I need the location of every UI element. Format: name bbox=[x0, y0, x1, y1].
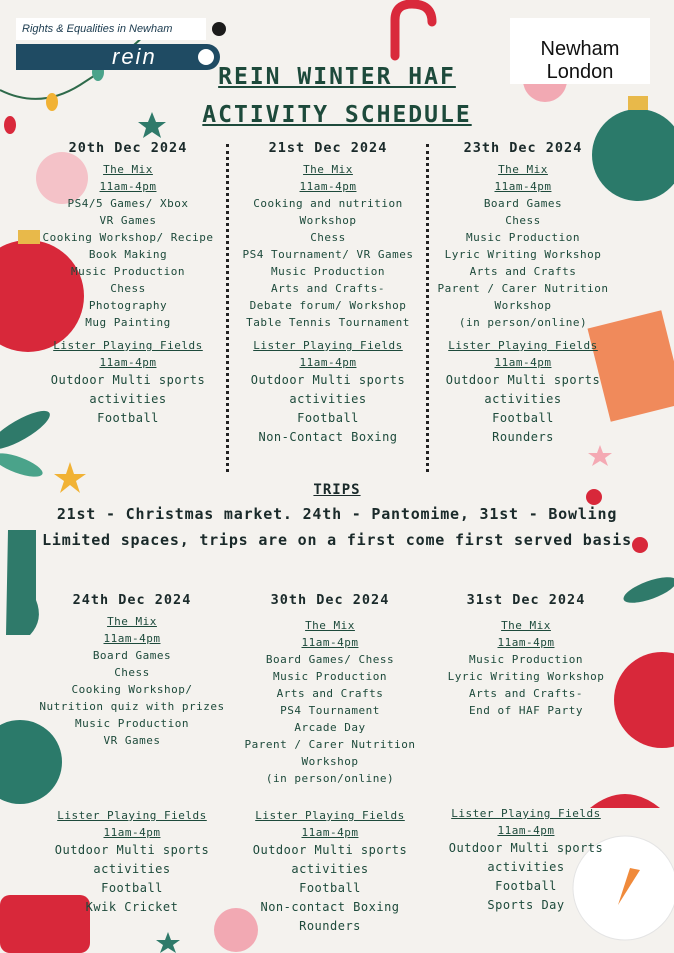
activity-item: Outdoor Multi sports bbox=[54, 843, 210, 857]
activity-item: activities bbox=[289, 392, 367, 406]
activity-item: Non-Contact Boxing bbox=[258, 430, 398, 444]
activity-item: Chess bbox=[505, 214, 541, 227]
venue-name: The Mix bbox=[303, 163, 353, 176]
activity-item: VR Games bbox=[99, 214, 157, 227]
session-time: 11am-4pm bbox=[497, 824, 555, 837]
activity-item: Arts and Crafts bbox=[469, 265, 577, 278]
activity-item: Chess bbox=[110, 282, 146, 295]
activity-item: Chess bbox=[310, 231, 346, 244]
activity-item: Board Games bbox=[92, 649, 172, 662]
activity-item: Board Games bbox=[483, 197, 563, 210]
rein-tagline: Rights & Equalities in Newham bbox=[16, 18, 206, 40]
day-date: 31st Dec 2024 bbox=[466, 592, 586, 608]
activity-item: Non-contact Boxing bbox=[260, 900, 400, 914]
activity-item: Lyric Writing Workshop bbox=[447, 670, 605, 683]
session-time: 11am-4pm bbox=[494, 356, 552, 369]
day-date: 23th Dec 2024 bbox=[463, 140, 583, 156]
activity-item: Board Games/ Chess bbox=[265, 653, 395, 666]
day-column bbox=[430, 140, 616, 447]
activity-item: Workshop bbox=[494, 299, 552, 312]
activity-item: activities bbox=[487, 860, 565, 874]
activity-item: Football bbox=[299, 881, 361, 895]
activity-item: Outdoor Multi sports bbox=[445, 373, 601, 387]
activity-item: Music Production bbox=[71, 265, 185, 278]
newham-logo-text: Newham London bbox=[540, 38, 620, 83]
activity-item: Football bbox=[297, 411, 359, 425]
activity-item: Football bbox=[492, 411, 554, 425]
session-time: 11am-4pm bbox=[103, 826, 161, 839]
activity-item: Arts and Crafts- bbox=[271, 282, 385, 295]
activity-item: activities bbox=[484, 392, 562, 406]
activity-item: Football bbox=[101, 881, 163, 895]
activity-item: Kwik Cricket bbox=[85, 900, 179, 914]
column-divider bbox=[426, 144, 429, 472]
activity-item: activities bbox=[93, 862, 171, 876]
session-time: 11am-4pm bbox=[299, 356, 357, 369]
activity-item: Rounders bbox=[492, 430, 554, 444]
activity-item: activities bbox=[291, 862, 369, 876]
day-date: 21st Dec 2024 bbox=[268, 140, 388, 156]
activity-item: activities bbox=[89, 392, 167, 406]
activity-item: Cooking Workshop/ Recipe bbox=[42, 231, 214, 244]
activity-item: Mug Painting bbox=[85, 316, 171, 329]
venue-name: The Mix bbox=[103, 163, 153, 176]
session-time: 11am-4pm bbox=[103, 632, 161, 645]
activity-item: Parent / Carer Nutrition bbox=[437, 282, 609, 295]
activity-item: PS4 Tournament/ VR Games bbox=[242, 248, 414, 261]
page-title-line1: REIN WINTER HAF bbox=[218, 64, 456, 90]
logo-dot-icon bbox=[212, 22, 226, 36]
venue-name: Lister Playing Fields bbox=[253, 339, 403, 352]
activity-item: Football bbox=[495, 879, 557, 893]
venue-name: The Mix bbox=[107, 615, 157, 628]
activity-item: Chess bbox=[114, 666, 150, 679]
activity-item: Arcade Day bbox=[294, 721, 366, 734]
activity-item: Debate forum/ Workshop bbox=[249, 299, 407, 312]
column-divider bbox=[226, 144, 229, 472]
activity-item: Outdoor Multi sports bbox=[50, 373, 206, 387]
session-time: 11am-4pm bbox=[301, 636, 359, 649]
venue-name: Lister Playing Fields bbox=[448, 339, 598, 352]
session-time: 11am-4pm bbox=[494, 180, 552, 193]
rein-name: rein bbox=[112, 44, 157, 69]
activity-item: Parent / Carer Nutrition bbox=[244, 738, 416, 751]
activity-item: Workshop bbox=[299, 214, 357, 227]
venue-name: Lister Playing Fields bbox=[57, 809, 207, 822]
activity-item: PS4 Tournament bbox=[280, 704, 380, 717]
activity-item: Arts and Crafts bbox=[276, 687, 384, 700]
trips-dates: 21st - Christmas market. 24th - Pantomime, 31st - Bowling bbox=[56, 505, 618, 523]
venue-name: Lister Playing Fields bbox=[255, 809, 405, 822]
activity-item: Nutrition quiz with prizes bbox=[39, 700, 225, 713]
activity-item: Photography bbox=[88, 299, 168, 312]
activity-item: Workshop bbox=[301, 755, 359, 768]
activity-item: Sports Day bbox=[487, 898, 565, 912]
day-column bbox=[234, 592, 426, 936]
day-column bbox=[30, 140, 226, 428]
activity-item: Cooking and nutrition bbox=[253, 197, 403, 210]
day-column bbox=[230, 140, 426, 447]
activity-item: VR Games bbox=[103, 734, 161, 747]
venue-name: The Mix bbox=[498, 163, 548, 176]
day-date: 20th Dec 2024 bbox=[68, 140, 188, 156]
activity-item: Arts and Crafts- bbox=[469, 687, 583, 700]
activity-item: Football bbox=[97, 411, 159, 425]
activity-item: Lyric Writing Workshop bbox=[444, 248, 602, 261]
logo-circle-icon bbox=[198, 49, 214, 65]
activity-item: PS4/5 Games/ Xbox bbox=[67, 197, 189, 210]
activity-item: Music Production bbox=[469, 653, 583, 666]
venue-name: Lister Playing Fields bbox=[451, 807, 601, 820]
activity-item: Music Production bbox=[466, 231, 580, 244]
activity-item: (in person/online) bbox=[458, 316, 588, 329]
venue-name: The Mix bbox=[305, 619, 355, 632]
activity-item: Table Tennis Tournament bbox=[246, 316, 410, 329]
page-title-line2: ACTIVITY SCHEDULE bbox=[202, 102, 472, 128]
activity-item: Music Production bbox=[271, 265, 385, 278]
activity-item: Music Production bbox=[273, 670, 387, 683]
activity-item: (in person/online) bbox=[265, 772, 395, 785]
day-column bbox=[432, 592, 620, 915]
venue-name: The Mix bbox=[501, 619, 551, 632]
activity-item: Book Making bbox=[88, 248, 168, 261]
day-date: 24th Dec 2024 bbox=[72, 592, 192, 608]
trips-note: Limited spaces, trips are on a first come first served basis bbox=[42, 531, 632, 549]
activity-item: Rounders bbox=[299, 919, 361, 933]
trips-heading: TRIPS bbox=[313, 482, 361, 498]
activity-item: Outdoor Multi sports bbox=[250, 373, 406, 387]
activity-item: Cooking Workshop/ bbox=[71, 683, 193, 696]
session-time: 11am-4pm bbox=[497, 636, 555, 649]
day-column bbox=[36, 592, 228, 917]
activity-item: Outdoor Multi sports bbox=[448, 841, 604, 855]
activity-item: Music Production bbox=[75, 717, 189, 730]
activity-item: Outdoor Multi sports bbox=[252, 843, 408, 857]
venue-name: Lister Playing Fields bbox=[53, 339, 203, 352]
session-time: 11am-4pm bbox=[99, 180, 157, 193]
session-time: 11am-4pm bbox=[299, 180, 357, 193]
session-time: 11am-4pm bbox=[99, 356, 157, 369]
activity-item: End of HAF Party bbox=[469, 704, 583, 717]
day-date: 30th Dec 2024 bbox=[270, 592, 390, 608]
session-time: 11am-4pm bbox=[301, 826, 359, 839]
